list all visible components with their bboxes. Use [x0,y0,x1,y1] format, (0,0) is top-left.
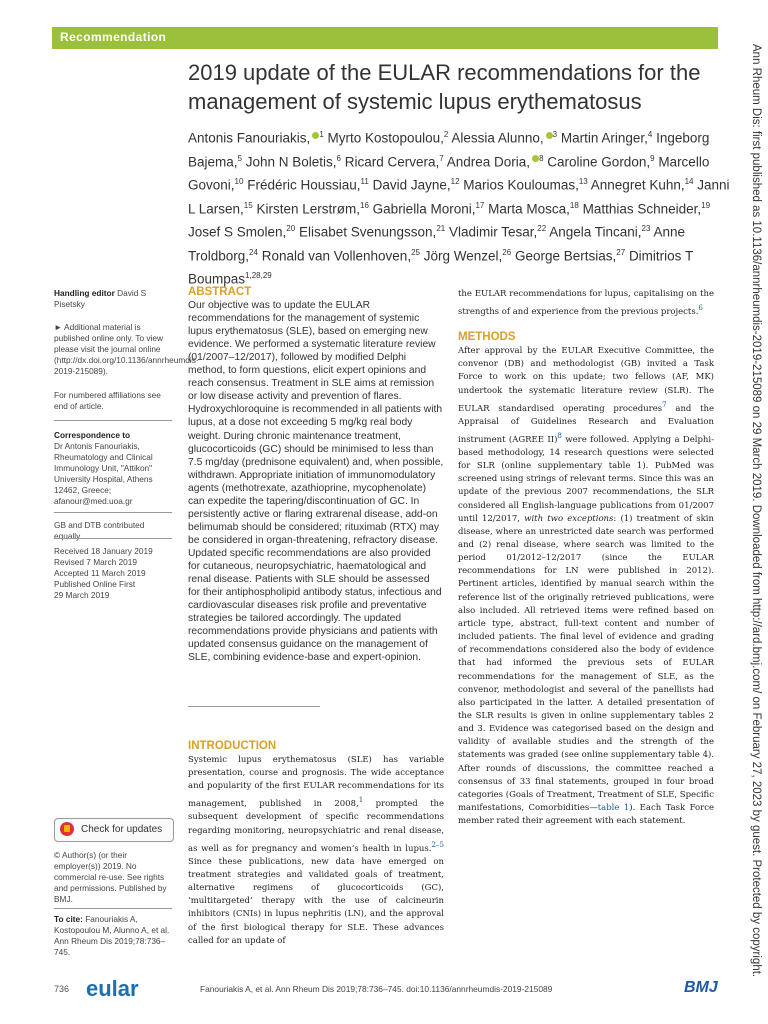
affiliation-number: 22 [537,224,547,233]
affiliation-number: 24 [249,247,258,257]
handling-editor-label: Handling editor [54,288,115,298]
abstract-heading: ABSTRACT [188,286,252,298]
correspondence-label: Correspondence to [54,430,131,440]
page-number: 736 [54,984,70,994]
author-name[interactable]: Marios Kouloumas, [463,177,579,193]
affiliation-number: 23 [641,224,651,233]
handling-editor [54,288,172,310]
author-name[interactable]: Alessia Alunno, [451,130,544,146]
check-updates-button[interactable] [54,818,174,842]
check-updates-label: Check for updates [81,824,163,835]
affiliation-number: 3 [552,130,558,139]
citation-box [54,914,172,958]
author-name[interactable]: Elisabet Svenungsson, [298,224,437,240]
divider [54,538,172,539]
author-list [188,125,733,290]
affiliation-number: 26 [502,247,512,257]
author-name[interactable]: Myrto Kostopoulou, [327,130,444,146]
bmj-logo: BMJ [684,979,718,996]
abstract-text: Our objective was to update the EULAR recommendations for the management of systemic lupus erythematosus (SLE), based on emerging new evidence. We performed a systematic literature review (01/2007–12/2017), followed by modified Delphi method, to form questions, elicit expert opinions and reach consensus. Treatment in SLE aims at remission or low disease activity and prevention of flares. Hydroxychloroquine is recommended in all patients with lupus, at a dose not exceeding 5 mg/kg real body weight. During chronic maintenance treatment, glucocorticoids (GC) should be minimised to less than 7.5 mg/day (prednisone equivalent) and, when possible, withdrawn. Appropriate initiation of immunomodulatory agents (methotrexate, azathioprine, mycophenolate) can expedite the tapering/discontinuation of GC. In persistently active or flaring extrarenal disease, add-on belimumab should be considered; rituximab (RTX) may be considered in organ-threatening, refractory disease. Updated specific recommendations are also provided for cutaneous, neuropsychiatric, haematological and renal disease. Patients with SLE should be assessed for their antiphospholipid antibody status, infectious and cardiovascular diseases risk profile and preventative strategies be tailored accordingly. The updated recommendations provide physicians and patients with updated consensus guidance on the management of SLE, combining evidence-base and expert-opinion. [188,300,444,664]
correspondence-text: Dr Antonis Fanouriakis, Rheumatology and Clinical Immunology Unit, "Attikon" University Hospital, Athens 12462, Greece; afanour@med.uoa.gr [54,441,153,506]
affiliation-number: 10 [234,177,244,186]
divider [54,908,172,909]
affiliation-number: 9 [650,153,655,163]
author-name[interactable]: Jörg Wenzel, [423,248,503,263]
introduction-text: Systemic lupus erythematosus (SLE) has variable presentation, course and prognosis. The wide acceptance and popularity of the first EULAR recommendations for its management, published in 2008,$^1$ prompted the subsequent development of specific recommendations regarding monitoring, neuropsychiatric and renal disease, as well as for pregnancy and women’s health in lupus.$^{2-5}$ Since these publications, new data have emerged on treatment strategies and validated goals of treatment, alternative regimens of glucocorticoids (GC), ‘multitargeted’ therapy with the use of calcineurin inhibitors (CNIs) in lupus nephritis (LN), and the approval of the first biological therapy for SLE. These advances called for an update of [188,755,445,946]
revised-date: Revised 7 March 2019 [54,557,138,567]
author-name[interactable]: Ingeborg Bajema, [188,130,710,169]
ref[interactable]: 6 [698,303,703,313]
ref[interactable]: 8 [557,430,562,440]
affiliation-number: 1 [319,130,324,139]
author-name[interactable]: David Jayne, [372,177,451,193]
abstract [188,286,444,664]
copyright-note: © Author(s) (or their employer(s)) 2019. No commercial re-use. See rights and permissions. Published by BMJ. [54,850,167,904]
author-name[interactable]: Martin Aringer, [560,130,648,146]
additional-material-note: ► Additional material is published online only. To view please visit the journal online (http://dx.doi.org/10.1136/annrheumdis-2019-215089). [54,322,199,376]
affiliation-number: 15 [243,200,253,210]
author-name[interactable]: Frédéric Houssiau, [247,177,361,193]
section-banner [52,27,718,49]
eular-logo: eular [86,976,139,1001]
affiliation-number: 11 [360,177,369,186]
author-name[interactable]: Marcello Govoni, [188,154,710,193]
orcid-icon[interactable] [532,155,539,162]
affiliation-number: 17 [475,200,485,210]
author-name[interactable]: Kirsten Lerstrøm, [256,201,360,216]
affiliation-number: 14 [684,177,694,186]
ref[interactable]: 2–5 [431,839,444,849]
published-label: Published Online First [54,579,136,589]
affiliation-number: 19 [701,200,711,210]
author-name[interactable]: George Bertsias, [514,248,617,263]
author-name[interactable]: Josef S Smolen, [188,224,287,240]
ref[interactable]: 1 [358,795,364,805]
author-name[interactable]: Ricard Cervera, [344,154,440,169]
author-name[interactable]: Caroline Gordon, [547,154,651,169]
accepted-date: Accepted 11 March 2019 [54,568,146,578]
affiliation-number: 4 [647,130,653,139]
methods-text: After approval by the EULAR Executive Committee, the convenor (DB) and methodologist (GB) invited a Task Force to work on this update; two fellows (AF, MK) undertook the systematic literature review (SLR). The EULAR standardised operating procedures$^7$ and the Appraisal of Guidelines Research and Evaluation instrument (AGREE II)$^8$ were followed. Applying a Delphi-based methodology, 14 research questions were selected for SLR (online supplementary table 1). PubMed was screened using strings of relevant terms. Since this was an update of the previous 2007 recommendations, the SLR considered all English-language publications from 01/2007 until 12/2017, with two exceptions: (1) treatment of skin disease, where an unrestricted date search was performed and (2) renal disease, where search was limited to the period 01/2012–12/2017 (since the EULAR recommendations for LN were published in 2012). Pertinent articles, identified by manual search within the reference list of the originally retrieved publications, were also included. All retrieved items were refined based on article type, abstract, full-text content and number of included patients. The final level of evidence and grading of recommendations considered also the body of evidence that had informed the previous sets of EULAR recommendations for the management of SLE, as the convenor, methodologist and several of the panellists had also participated in the latter. A detailed presentation of the SLR results is given in online supplementary tables 2 and 3. Evidence was categorised based on the design and validity of available studies and the strength of the statements was graded (see online supplementary table 4). After rounds of discussions, the committee reached a consensus of 33 final statements, grouped in four broad categories (Goals of Treatment, Treatment of SLE, Specific manifestations, Comorbidities—table 1). Each Task Force member rated their agreement with each statement. [458,346,714,827]
author-name[interactable]: Antonis Fanouriakis, [188,130,311,146]
author-name[interactable]: Dimitrios T Boumpas [188,248,693,287]
author-name[interactable]: Angela Tincani, [549,224,642,240]
author-name[interactable]: Vladimir Tesar, [448,224,538,240]
affiliation-number: 13 [578,177,588,186]
continued-text: the EULAR recommendations for lupus, capitalising on the strengths of and experience from the previous projects.$^6$ [458,289,714,317]
affiliation-number: 1,28,29 [245,271,272,280]
affiliation-number: 25 [411,247,420,257]
right-column [458,288,714,828]
affiliation-number: 8 [539,153,544,163]
affiliation-number: 27 [616,247,626,257]
affiliation-number: 18 [569,200,579,210]
affiliation-number: 16 [360,200,369,210]
author-name[interactable]: Gabriella Moroni, [372,201,476,216]
received-date: Received 18 January 2019 [54,546,153,556]
author-name[interactable]: Matthias Schneider, [582,201,702,216]
author-name[interactable]: Andrea Doria, [446,154,531,169]
divider [54,512,172,513]
author-name[interactable]: Annegret Kuhn, [590,177,685,193]
crossmark-icon [60,822,74,836]
table-link[interactable]: table 1 [597,803,630,814]
cite-text: Fanouriakis A, Kostopoulou M, Alunno A, et al. Ann Rheum Dis 2019;78:736–745. [54,914,170,957]
affiliation-number: 6 [336,153,341,163]
author-name[interactable]: Anne Troldborg, [188,224,685,263]
orcid-icon[interactable] [546,132,553,139]
introduction [188,740,444,948]
article-dates [54,546,172,601]
affiliation-number: 12 [450,177,460,186]
affiliations-note: For numbered affiliations see end of article. [54,390,161,411]
affiliation-number: 7 [439,153,444,163]
divider [188,706,320,707]
footer-citation: Fanouriakis A, et al. Ann Rheum Dis 2019;78:736–745. doi:10.1136/annrheumdis-2019-215089 [200,984,553,994]
introduction-heading: INTRODUCTION [188,740,277,752]
author-name[interactable]: Ronald van Vollenhoven, [261,248,412,263]
section-label: Recommendation [60,30,167,44]
correspondence [54,430,172,507]
equal-contribution: GB and DTB contributed equally. [54,520,145,541]
affiliation-number: 5 [237,153,242,163]
cite-label: To cite: [54,914,83,924]
download-notice: Ann Rheum Dis: first published as 10.1136/annrheumdis-2019-215089 on 29 March 2019. Downloaded from http://ard.bmj.com/ on February 27, 2023 by guest. Protected by copyright. [750,44,762,978]
affiliation-number: 20 [286,224,296,233]
article-title: 2019 update of the EULAR recommendations for the management of systemic lupus erythematosus [188,60,701,114]
affiliation-number: 21 [436,224,446,233]
ref[interactable]: 7 [662,399,667,409]
page-footer [0,976,768,1006]
divider [54,420,172,421]
published-date: 29 March 2019 [54,590,110,600]
methods-heading: METHODS [458,331,516,344]
author-name[interactable]: John N Boletis, [245,154,337,169]
author-name[interactable]: Janni L Larsen, [188,177,730,216]
handling-editor-name: David S Pisetsky [54,288,147,309]
author-name[interactable]: Marta Mosca, [488,201,570,216]
affiliation-number: 2 [443,130,449,139]
